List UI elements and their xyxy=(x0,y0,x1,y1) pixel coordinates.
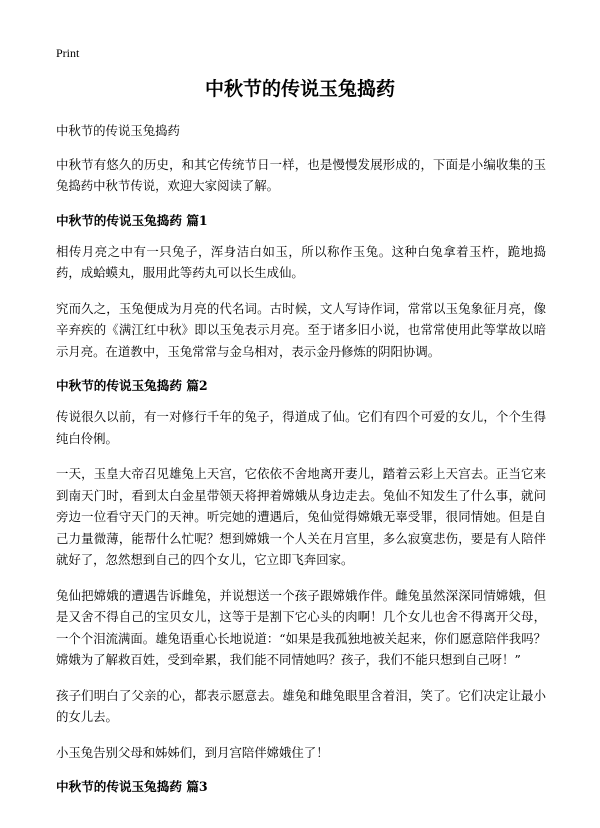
section-heading: 中秋节的传说玉兔捣药 篇3 xyxy=(56,779,208,794)
section-heading: 中秋节的传说玉兔捣药 篇2 xyxy=(56,378,208,393)
section-heading: 中秋节的传说玉兔捣药 篇1 xyxy=(56,212,208,228)
paragraph: 兔仙把嫦娥的遭遇告诉雌兔，并说想送一个孩子跟嫦娥作伴。雌兔虽然深深同情嫦娥，但是又舍不得自己的宝贝女儿，这等于是割下它心头的肉啊！几个女儿也舍不得离开父母，一个个泪流满面。雄兔语重心长地说道：“如果是我孤独地被关起来，你们愿意陪伴我吗？嫦娥为了解救百姓，受到牵累，我们能不同情她吗？孩子，我们不能只想到自己呀！” xyxy=(56,587,546,667)
page-title: 中秋节的传说玉兔捣药 xyxy=(204,78,395,100)
paragraph: 孩子们明白了父亲的心，都表示愿意去。雄兔和雌兔眼里含着泪，笑了。它们决定让最小的女儿去。 xyxy=(56,687,546,724)
paragraph: 究而久之，玉兔便成为月亮的代名词。古时候，文人写诗作词，常常以玉兔象征月亮，像辛弃疾的《满江红中秋》即以玉兔表示月亮。至于诸多旧小说，也常常使用此等掌故以暗示月亮。在道教中，玉兔常常与金乌相对，表示金丹修炼的阴阳协调。 xyxy=(56,300,546,359)
paragraph: 小玉兔告别父母和姊姊们，到月宫陪伴嫦娥住了！ xyxy=(56,744,329,760)
print-link[interactable]: Print xyxy=(56,46,80,60)
paragraph: 传说很久以前，有一对修行千年的兔子，得道成了仙。它们有四个可爱的女儿，个个生得纯白伶俐。 xyxy=(56,409,546,446)
intro-paragraph: 中秋节有悠久的历史，和其它传统节日一样，也是慢慢发展形成的，下面是小编收集的玉兔捣药中秋节传说，欢迎大家阅读了解。 xyxy=(56,156,546,193)
paragraph: 相传月亮之中有一只兔子，浑身洁白如玉，所以称作玉兔。这种白兔拿着玉杵，跪地捣药，成蛤蟆丸，服用此等药丸可以长生成仙。 xyxy=(56,243,546,280)
article-body xyxy=(56,120,546,807)
paragraph: 一天，玉皇大帝召见雄兔上天宫，它依依不舍地离开妻儿，踏着云彩上天宫去。正当它来到南天门时，看到太白金星带领天将押着嫦娥从身边走去。兔仙不知发生了什么事，就问旁边一位看守天门的天神。听完她的遭遇后，兔仙觉得嫦娥无辜受罪，很同情她。但是自己力量微薄，能帮什么忙呢？想到嫦娥一个人关在月宫里，多么寂寞悲伤，要是有人陪伴就好了，忽然想到自己的四个女儿，它立即飞奔回家。 xyxy=(56,466,546,567)
article-subtitle: 中秋节的传说玉兔捣药 xyxy=(56,123,180,138)
